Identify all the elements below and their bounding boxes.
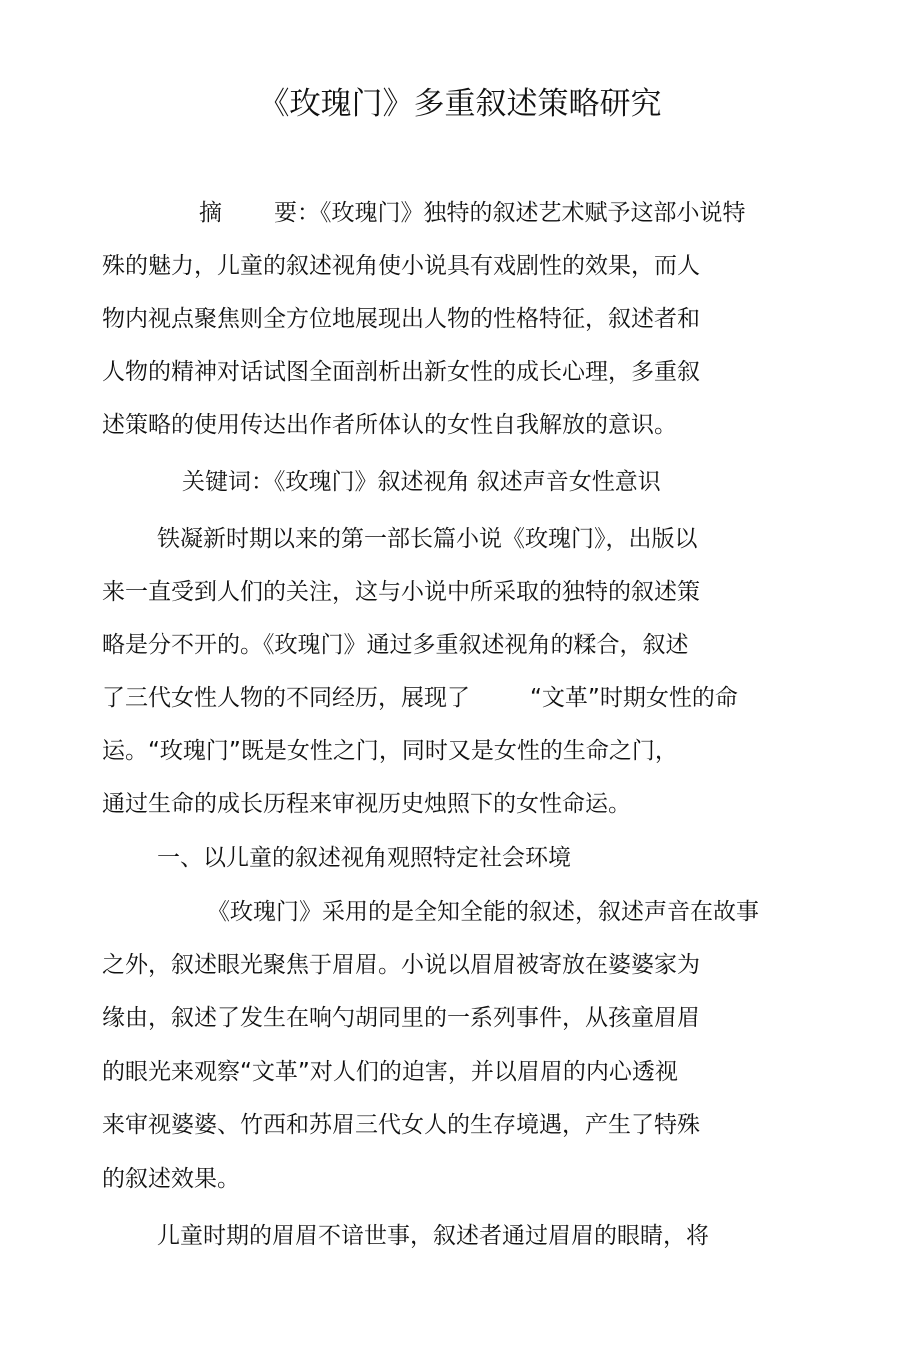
intro-line xyxy=(102,683,738,713)
abstract-label-b: 要： xyxy=(274,200,320,226)
body-line: 的叙述效果。 xyxy=(102,1166,240,1192)
body-line: 儿童时期的眉眉不谙世事，叙述者通过眉眉的眼睛，将 xyxy=(157,1223,709,1249)
intro-line: 通过生命的成长历程来审视历史烛照下的女性命运。 xyxy=(102,791,631,817)
abstract-label-a: 摘 xyxy=(199,200,222,226)
intro-line-part: 了三代女性人物的不同经历，展现了 xyxy=(102,685,470,711)
keywords: 关键词：《玫瑰门》叙述视角 叙述声音女性意识 xyxy=(182,469,661,495)
abstract-line: 物内视点聚焦则全方位地展现出人物的性格特征，叙述者和 xyxy=(102,306,700,332)
abstract-label xyxy=(199,198,746,228)
intro-line: 来一直受到人们的关注，这与小说中所采取的独特的叙述策 xyxy=(102,579,700,605)
body-line: 之外，叙述眼光聚焦于眉眉。小说以眉眉被寄放在婆婆家为 xyxy=(102,952,700,978)
abstract-line: 《玫瑰门》独特的叙述艺术赋予这部小说特 xyxy=(320,200,746,226)
intro-line: 铁凝新时期以来的第一部长篇小说《玫瑰门》，出版以 xyxy=(157,526,698,552)
body-line: 的眼光来观察“文革”对人们的迫害，并以眉眉的内心透视 xyxy=(102,1059,678,1085)
section-heading: 一、以儿童的叙述视角观照特定社会环境 xyxy=(157,845,571,871)
body-line: 来审视婆婆、竹西和苏眉三代女人的生存境遇，产生了特殊 xyxy=(102,1112,700,1138)
intro-line: 运。“玫瑰门”既是女性之门，同时又是女性的生命之门， xyxy=(102,738,678,764)
abstract-line: 殊的魅力，儿童的叙述视角使小说具有戏剧性的效果，而人 xyxy=(102,253,700,279)
intro-line-part: “文革”时期女性的命 xyxy=(530,685,738,711)
abstract-line: 述策略的使用传达出作者所体认的女性自我解放的意识。 xyxy=(102,412,677,438)
abstract-line: 人物的精神对话试图全面剖析出新女性的成长心理，多重叙 xyxy=(102,359,700,385)
page-title: 《玫瑰门》多重叙述策略研究 xyxy=(258,86,662,122)
body-line: 缘由，叙述了发生在响勺胡同里的一系列事件，从孩童眉眉 xyxy=(102,1005,700,1031)
intro-line: 略是分不开的。《玫瑰门》通过多重叙述视角的糅合，叙述 xyxy=(102,632,689,658)
body-line: 《玫瑰门》采用的是全知全能的叙述，叙述声音在故事 xyxy=(207,899,759,925)
